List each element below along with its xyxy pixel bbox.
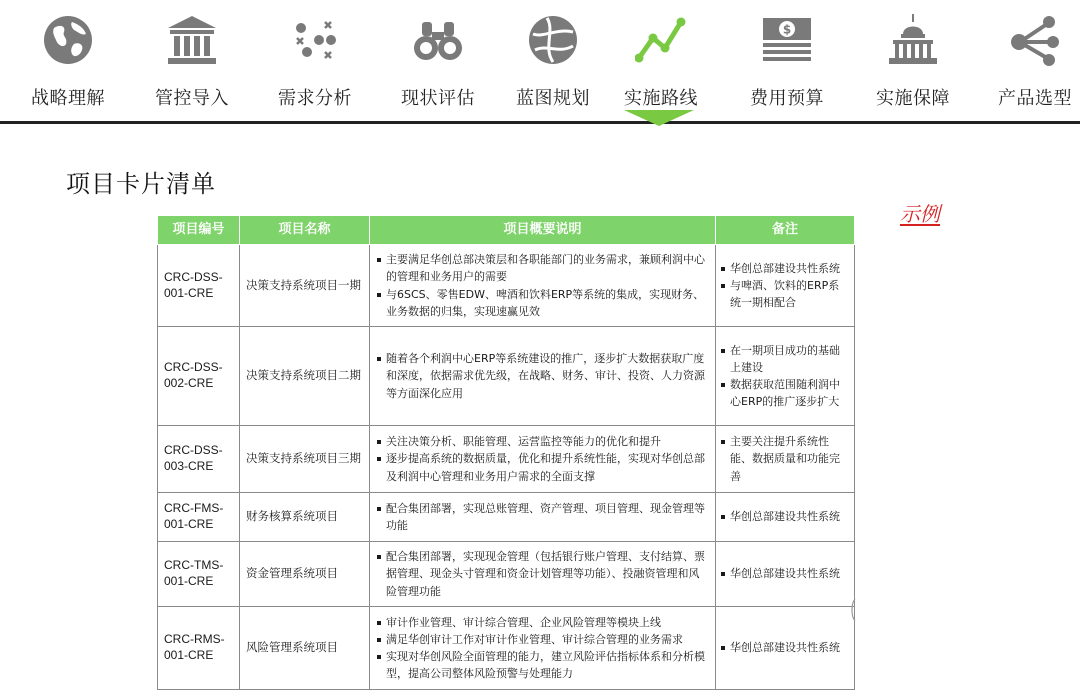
table-row bbox=[158, 426, 855, 493]
slide-edge-bracket-icon bbox=[849, 598, 857, 622]
share-icon bbox=[1009, 14, 1061, 66]
table-row bbox=[158, 607, 855, 690]
nav-label: 蓝图规划 bbox=[516, 88, 590, 109]
nav-label: 现状评估 bbox=[401, 88, 475, 109]
nav-item-requirements[interactable] bbox=[253, 0, 377, 118]
globe-icon bbox=[42, 14, 94, 66]
svg-text:$: $ bbox=[782, 22, 792, 37]
list-item: 审计作业管理、审计综合管理、企业风险管理等模块上线 bbox=[386, 614, 709, 631]
nav-label: 实施保障 bbox=[876, 88, 950, 109]
project-name: 风险管理系统项目 bbox=[240, 607, 370, 690]
project-description bbox=[370, 426, 716, 493]
list-item: 满足华创审计工作对审计作业管理、审计综合管理的业务需求 bbox=[386, 631, 709, 648]
list-item: 随着各个利润中心ERP等系统建设的推广，逐步扩大数据获取广度和深度，依据需求优先级，在战略、财务、审计、投资、人力资源等方面深化应用 bbox=[386, 350, 709, 401]
project-notes bbox=[716, 327, 855, 426]
nav-item-governance[interactable] bbox=[130, 0, 254, 118]
table-row bbox=[158, 327, 855, 426]
binoculars-icon bbox=[412, 14, 464, 66]
project-description bbox=[370, 542, 716, 607]
project-code: CRC-DSS- 002-CRE bbox=[158, 327, 240, 426]
nav-item-blueprint[interactable] bbox=[491, 0, 615, 118]
list-item: 配合集团部署，实现总账管理、资产管理、项目管理、现金管理等功能 bbox=[386, 500, 709, 534]
column-header: 项目名称 bbox=[240, 216, 370, 245]
project-name: 决策支持系统项目三期 bbox=[240, 426, 370, 493]
column-header: 项目编号 bbox=[158, 216, 240, 245]
list-item: 华创总部建设共性系统 bbox=[730, 639, 848, 656]
project-card-table bbox=[157, 215, 854, 690]
process-nav bbox=[0, 0, 1080, 124]
money-icon bbox=[761, 14, 813, 66]
project-description bbox=[370, 607, 716, 690]
project-notes bbox=[716, 607, 855, 690]
project-code: CRC-FMS- 001-CRE bbox=[158, 493, 240, 542]
column-header: 项目概要说明 bbox=[370, 216, 716, 245]
project-name: 资金管理系统项目 bbox=[240, 542, 370, 607]
table-row bbox=[158, 542, 855, 607]
line-chart-icon bbox=[635, 14, 687, 66]
page-title: 项目卡片清单 bbox=[66, 170, 216, 198]
active-step-pointer-icon bbox=[624, 110, 694, 126]
list-item: 主要满足华创总部决策层和各职能部门的业务需求，兼顾利润中心的管理和业务用户的需要 bbox=[386, 251, 709, 285]
list-item: 主要关注提升系统性能、数据质量和功能完善 bbox=[730, 433, 848, 484]
nav-label: 费用预算 bbox=[750, 88, 824, 109]
list-item: 与6SCS、零售EDW、啤酒和饮料ERP等系统的集成，实现财务、业务数据的归集，实现速赢见效 bbox=[386, 286, 709, 320]
nav-label: 实施路线 bbox=[624, 88, 698, 109]
list-item: 华创总部建设共性系统 bbox=[730, 565, 848, 582]
project-description bbox=[370, 327, 716, 426]
list-item: 配合集团部署，实现现金管理（包括银行账户管理、支付结算、票据管理、现金头寸管理和资金计划管理等功能）、投融资管理和风险管理功能 bbox=[386, 548, 709, 599]
list-item: 数据获取范围随利润中心ERP的推广逐步扩大 bbox=[730, 376, 848, 410]
list-item: 在一期项目成功的基础上建设 bbox=[730, 342, 848, 376]
table-row bbox=[158, 245, 855, 327]
project-code: CRC-TMS- 001-CRE bbox=[158, 542, 240, 607]
project-notes bbox=[716, 245, 855, 327]
project-name: 决策支持系统项目二期 bbox=[240, 327, 370, 426]
bank-icon bbox=[166, 14, 218, 66]
sphere-icon bbox=[527, 14, 579, 66]
project-code: CRC-RMS- 001-CRE bbox=[158, 607, 240, 690]
nav-item-selection[interactable] bbox=[973, 0, 1080, 118]
nav-label: 战略理解 bbox=[31, 88, 105, 109]
project-notes bbox=[716, 493, 855, 542]
example-tag: 示例 bbox=[900, 202, 940, 226]
project-name: 财务核算系统项目 bbox=[240, 493, 370, 542]
list-item: 逐步提高系统的数据质量，优化和提升系统性能，实现对华创总部及利润中心管理和业务用户需求的全面支撑 bbox=[386, 450, 709, 484]
table-header-row bbox=[158, 216, 855, 245]
project-notes bbox=[716, 542, 855, 607]
capitol-icon bbox=[887, 14, 939, 66]
project-code: CRC-DSS- 003-CRE bbox=[158, 426, 240, 493]
list-item: 华创总部建设共性系统 bbox=[730, 260, 848, 277]
project-description bbox=[370, 245, 716, 327]
table-row bbox=[158, 493, 855, 542]
nav-label: 产品选型 bbox=[998, 88, 1072, 109]
list-item: 华创总部建设共性系统 bbox=[730, 508, 848, 525]
nav-label: 需求分析 bbox=[278, 88, 352, 109]
list-item: 实现对华创风险全面管理的能力，建立风险评估指标体系和分析模型，提高公司整体风险预警与处理能力 bbox=[386, 648, 709, 682]
column-header: 备注 bbox=[716, 216, 855, 245]
project-notes bbox=[716, 426, 855, 493]
list-item: 关注决策分析、职能管理、运营监控等能力的优化和提升 bbox=[386, 433, 709, 450]
nav-item-budget[interactable] bbox=[725, 0, 849, 118]
list-item: 与啤酒、饮料的ERP系统一期相配合 bbox=[730, 277, 848, 311]
nav-label: 管控导入 bbox=[155, 88, 229, 109]
project-description bbox=[370, 493, 716, 542]
nav-item-roadmap[interactable] bbox=[599, 0, 723, 118]
project-name: 决策支持系统项目一期 bbox=[240, 245, 370, 327]
nav-divider bbox=[0, 121, 1080, 124]
nav-item-strategy[interactable] bbox=[6, 0, 130, 118]
nav-item-assurance[interactable] bbox=[851, 0, 975, 118]
nav-item-assessment[interactable] bbox=[376, 0, 500, 118]
project-code: CRC-DSS- 001-CRE bbox=[158, 245, 240, 327]
scatter-dots-icon bbox=[289, 14, 341, 66]
